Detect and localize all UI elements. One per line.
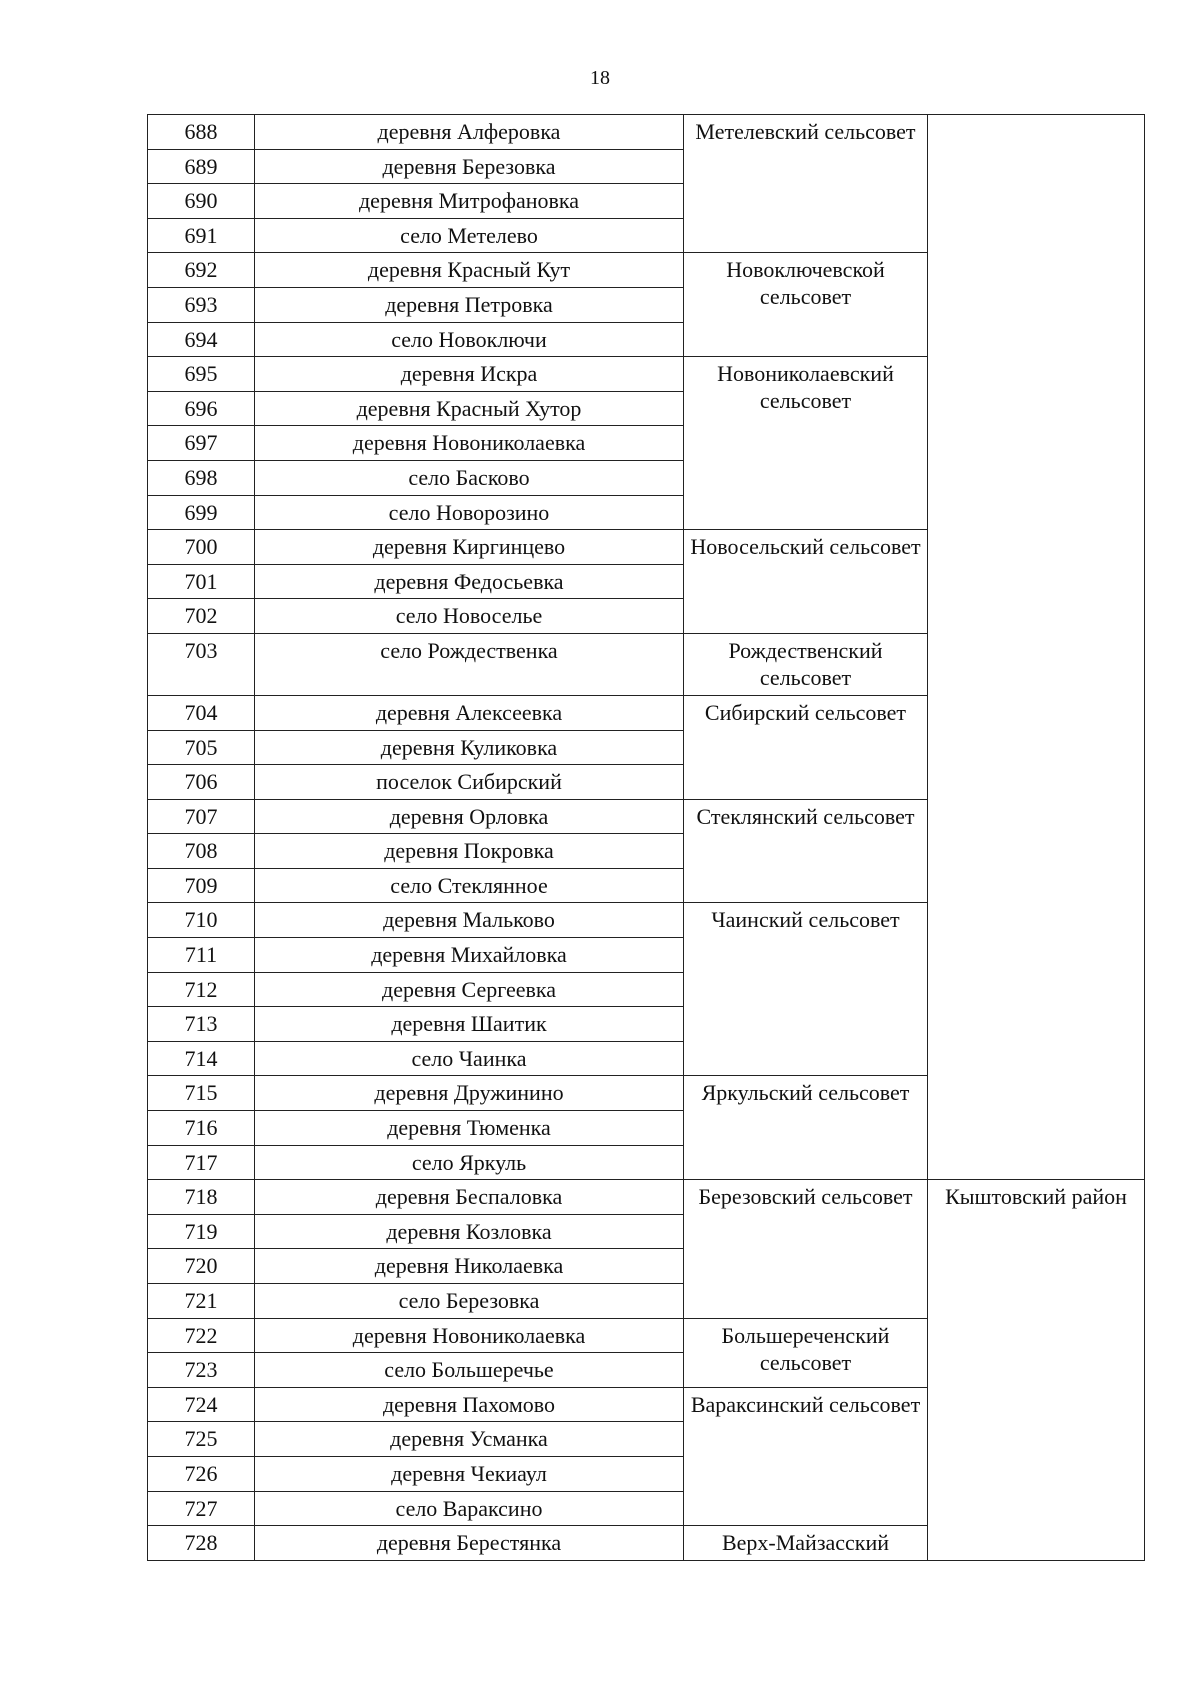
row-number: 725	[148, 1422, 255, 1457]
settlement-name: деревня Тюменка	[255, 1111, 684, 1146]
settlement-name: деревня Киргинцево	[255, 530, 684, 565]
settlement-name: село Метелево	[255, 218, 684, 253]
settlement-name: село Новоселье	[255, 599, 684, 634]
settlement-name: деревня Чекиаул	[255, 1456, 684, 1491]
settlement-name: село Басково	[255, 460, 684, 495]
row-number: 695	[148, 357, 255, 392]
council-name: Стеклянский сельсовет	[684, 799, 928, 903]
row-number: 694	[148, 322, 255, 357]
settlement-name: деревня Усманка	[255, 1422, 684, 1457]
settlement-name: деревня Новониколаевка	[255, 426, 684, 461]
row-number: 691	[148, 218, 255, 253]
council-name: Новосельский сельсовет	[684, 530, 928, 634]
settlement-name: деревня Козловка	[255, 1214, 684, 1249]
row-number: 703	[148, 633, 255, 695]
council-name: Новониколаевский сельсовет	[684, 357, 928, 530]
table-row	[148, 115, 1145, 150]
row-number: 692	[148, 253, 255, 288]
settlements-table-body	[148, 115, 1145, 1561]
settlement-name: деревня Федосьевка	[255, 564, 684, 599]
settlement-name: село Вараксино	[255, 1491, 684, 1526]
settlement-name: деревня Петровка	[255, 287, 684, 322]
settlement-name: деревня Новониколаевка	[255, 1318, 684, 1353]
settlements-table	[147, 114, 1145, 1561]
row-number: 710	[148, 903, 255, 938]
row-number: 712	[148, 972, 255, 1007]
settlement-name: деревня Пахомово	[255, 1387, 684, 1422]
row-number: 721	[148, 1284, 255, 1319]
settlement-name: деревня Сергеевка	[255, 972, 684, 1007]
settlement-name: деревня Куликовка	[255, 730, 684, 765]
row-number: 690	[148, 184, 255, 219]
settlement-name: деревня Красный Хутор	[255, 391, 684, 426]
settlement-name: деревня Мальково	[255, 903, 684, 938]
settlement-name: село Большеречье	[255, 1353, 684, 1388]
settlement-name: деревня Шаитик	[255, 1007, 684, 1042]
row-number: 702	[148, 599, 255, 634]
table-row	[148, 1180, 1145, 1215]
row-number: 696	[148, 391, 255, 426]
row-number: 711	[148, 938, 255, 973]
council-name: Яркульский сельсовет	[684, 1076, 928, 1180]
settlement-name: село Яркуль	[255, 1145, 684, 1180]
settlement-name: деревня Березовка	[255, 149, 684, 184]
row-number: 688	[148, 115, 255, 150]
settlement-name: деревня Митрофановка	[255, 184, 684, 219]
row-number: 720	[148, 1249, 255, 1284]
settlement-name: деревня Николаевка	[255, 1249, 684, 1284]
row-number: 709	[148, 868, 255, 903]
council-name: Рождественский сельсовет	[684, 633, 928, 695]
settlement-name: деревня Искра	[255, 357, 684, 392]
settlement-name: село Новоключи	[255, 322, 684, 357]
settlement-name: село Березовка	[255, 1284, 684, 1319]
row-number: 697	[148, 426, 255, 461]
settlement-name: село Рождественка	[255, 633, 684, 695]
row-number: 693	[148, 287, 255, 322]
row-number: 707	[148, 799, 255, 834]
row-number: 701	[148, 564, 255, 599]
row-number: 727	[148, 1491, 255, 1526]
settlement-name: деревня Орловка	[255, 799, 684, 834]
council-name: Чаинский сельсовет	[684, 903, 928, 1076]
settlement-name: село Новорозино	[255, 495, 684, 530]
row-number: 699	[148, 495, 255, 530]
council-name: Верх-Майзасский	[684, 1526, 928, 1561]
row-number: 689	[148, 149, 255, 184]
settlement-name: село Стеклянное	[255, 868, 684, 903]
row-number: 719	[148, 1214, 255, 1249]
council-name: Новоключевской сельсовет	[684, 253, 928, 357]
row-number: 704	[148, 695, 255, 730]
row-number: 705	[148, 730, 255, 765]
row-number: 700	[148, 530, 255, 565]
row-number: 698	[148, 460, 255, 495]
settlement-name: деревня Беспаловка	[255, 1180, 684, 1215]
settlement-name: село Чаинка	[255, 1041, 684, 1076]
settlement-name: деревня Михайловка	[255, 938, 684, 973]
settlement-name: деревня Красный Кут	[255, 253, 684, 288]
row-number: 718	[148, 1180, 255, 1215]
row-number: 713	[148, 1007, 255, 1042]
row-number: 726	[148, 1456, 255, 1491]
row-number: 728	[148, 1526, 255, 1561]
settlement-name: поселок Сибирский	[255, 765, 684, 800]
row-number: 715	[148, 1076, 255, 1111]
council-name: Сибирский сельсовет	[684, 695, 928, 799]
council-name: Метелевский сельсовет	[684, 115, 928, 253]
settlement-name: деревня Алферовка	[255, 115, 684, 150]
district-name	[928, 115, 1145, 1180]
settlement-name: деревня Покровка	[255, 834, 684, 869]
council-name: Большереченский сельсовет	[684, 1318, 928, 1387]
settlement-name: деревня Дружинино	[255, 1076, 684, 1111]
row-number: 717	[148, 1145, 255, 1180]
row-number: 724	[148, 1387, 255, 1422]
settlement-name: деревня Берестянка	[255, 1526, 684, 1561]
settlement-name: деревня Алексеевка	[255, 695, 684, 730]
page-number: 18	[590, 67, 610, 89]
district-name: Кыштовский район	[928, 1180, 1145, 1561]
row-number: 708	[148, 834, 255, 869]
row-number: 706	[148, 765, 255, 800]
row-number: 722	[148, 1318, 255, 1353]
council-name: Вараксинский сельсовет	[684, 1387, 928, 1525]
row-number: 716	[148, 1111, 255, 1146]
row-number: 723	[148, 1353, 255, 1388]
council-name: Березовский сельсовет	[684, 1180, 928, 1318]
row-number: 714	[148, 1041, 255, 1076]
